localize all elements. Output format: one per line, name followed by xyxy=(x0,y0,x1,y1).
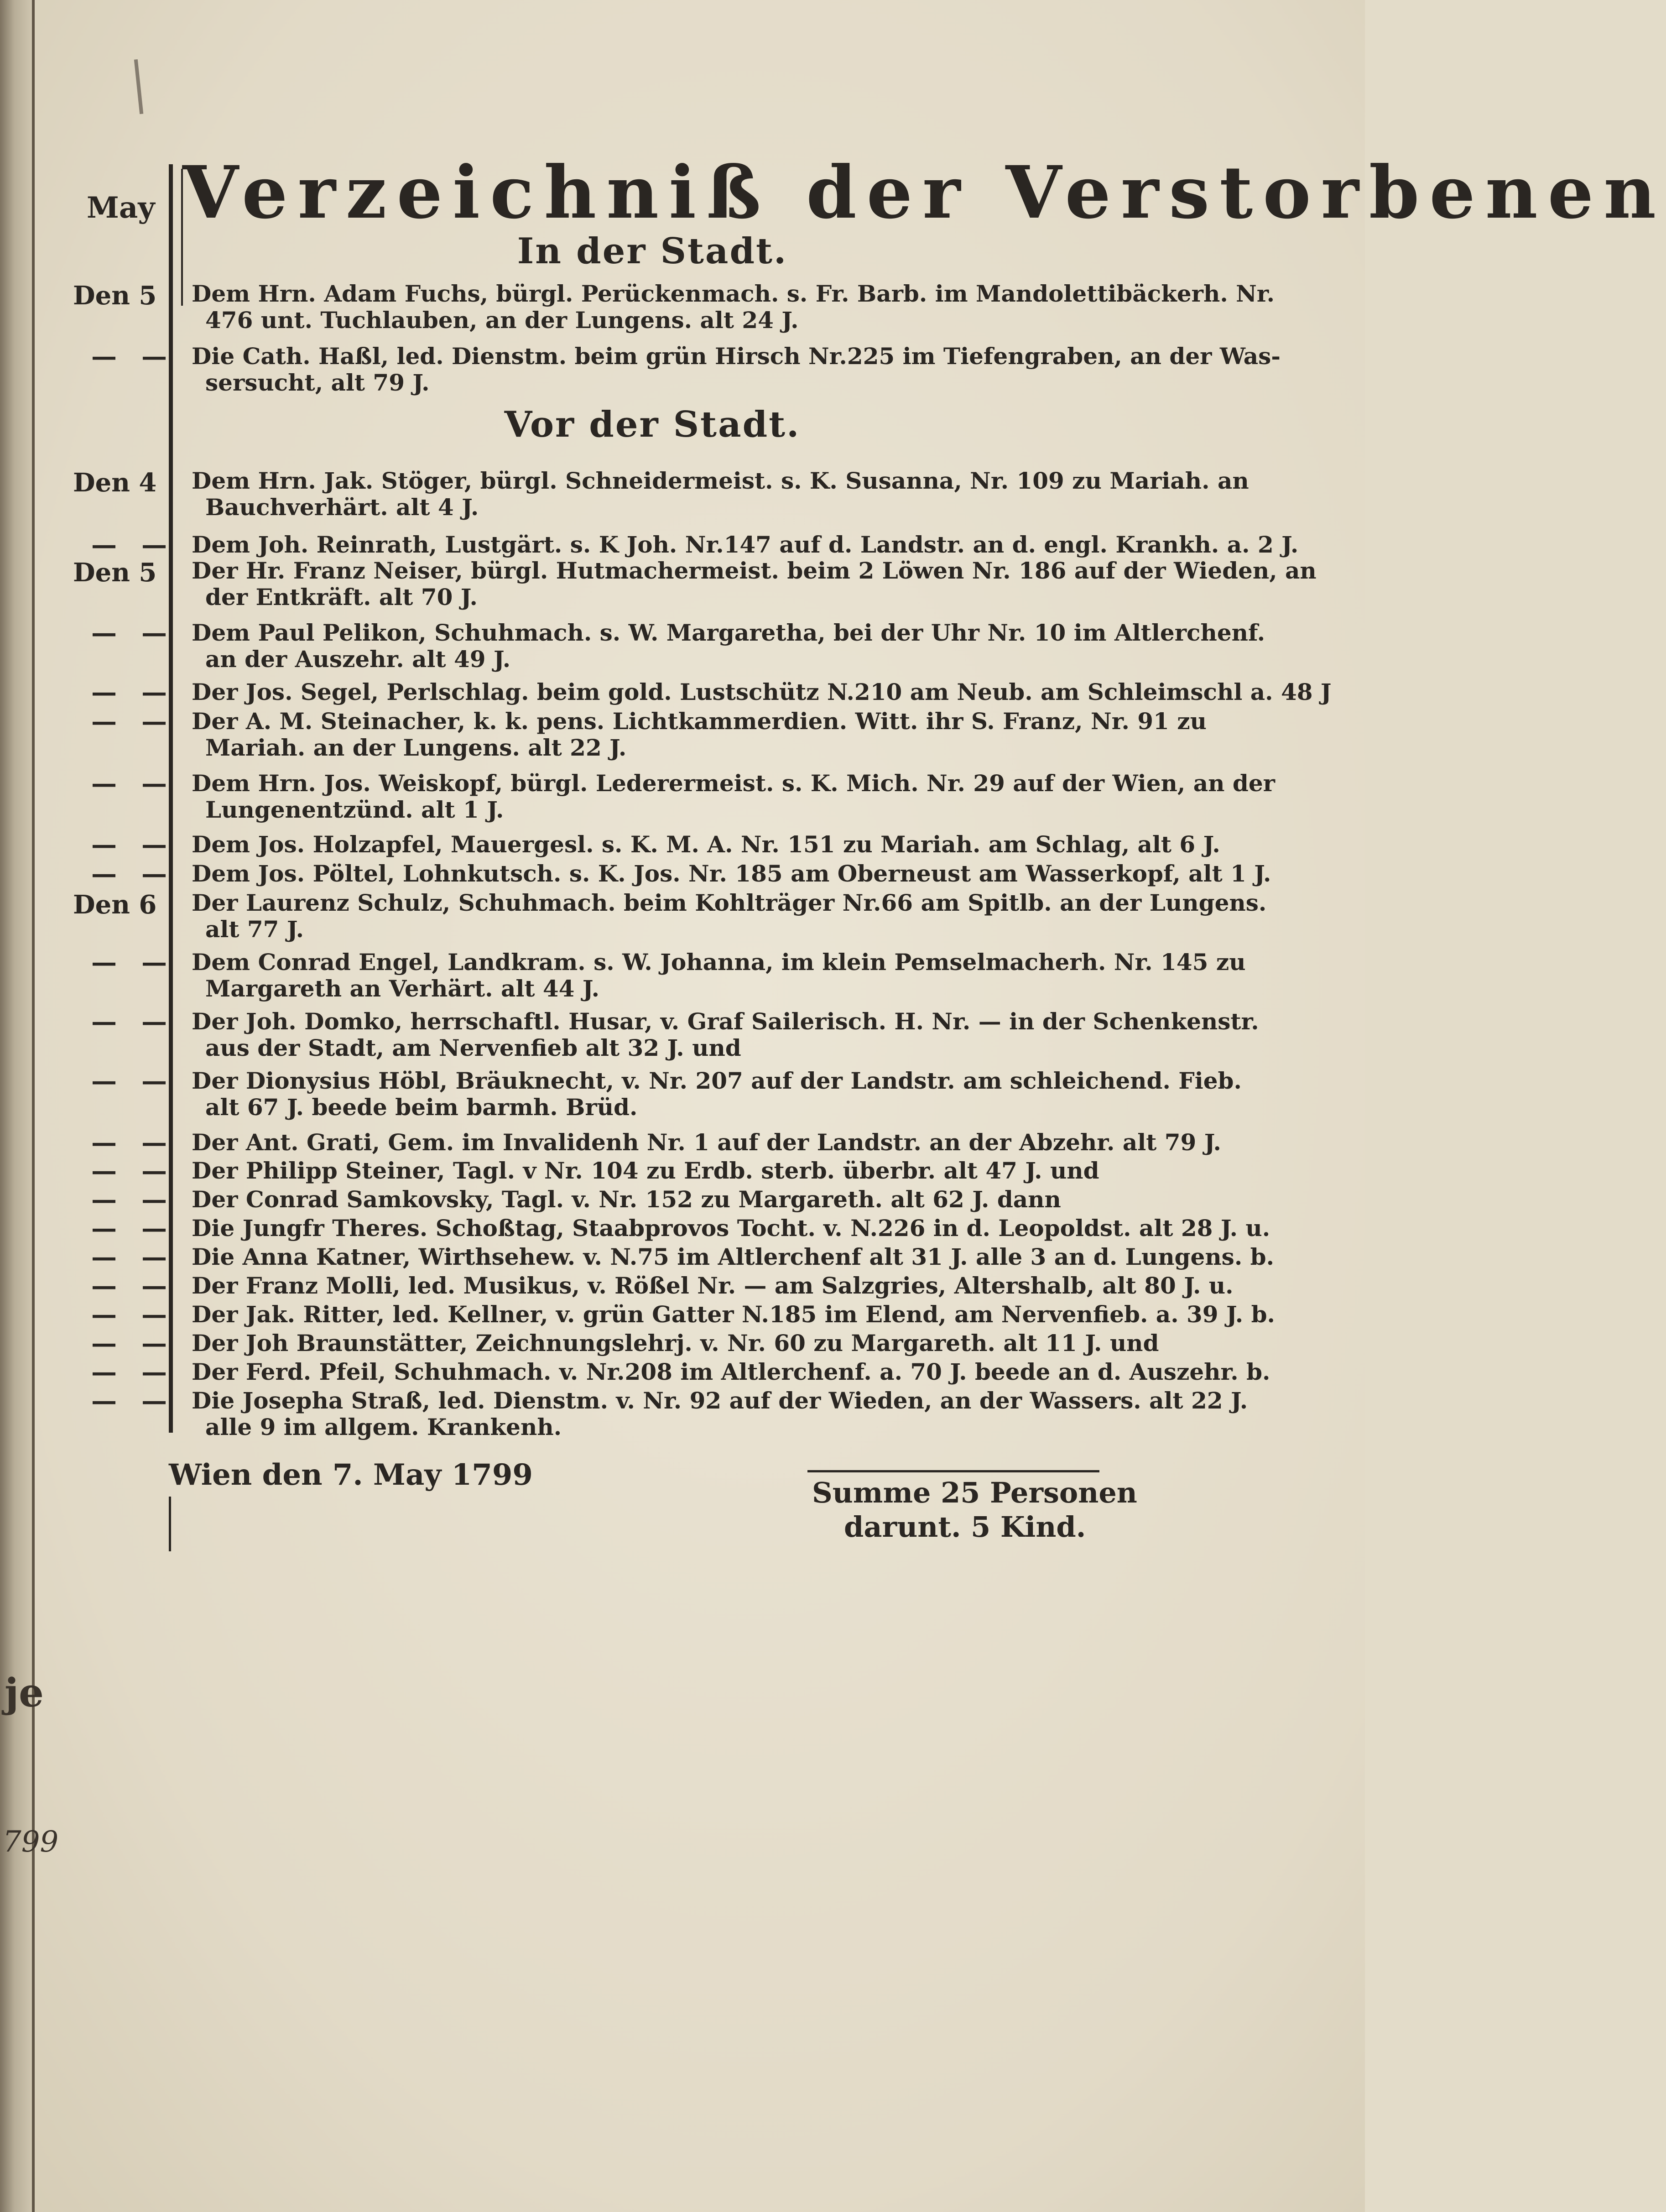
entry-line: 476 unt. Tuchlauben, an der Lungens. alt 24 J. xyxy=(205,307,799,334)
register-entry xyxy=(192,678,1332,705)
previous-page-fragment: je xyxy=(5,1670,44,1716)
entry-line: Dem Jos. Holzapfel, Mauergesl. s. K. M. A. Nr. 151 zu Mariah. am Schlag, alt 6 J. xyxy=(192,831,1220,858)
entry-line: Der Jos. Segel, Perlschlag. beim gold. Lustschütz N.210 am Neub. am Schleimschl a. 48 J xyxy=(192,678,1332,705)
register-entry xyxy=(192,1272,1234,1299)
entry-line: Bauchverhärt. alt 4 J. xyxy=(205,494,479,521)
entry-line: Die Cath. Haßl, led. Dienstm. beim grün Hirsch Nr.225 im Tiefengraben, an der Was- xyxy=(192,343,1281,370)
entry-line: Dem Hrn. Adam Fuchs, bürgl. Perückenmach. s. Fr. Barb. im Mandolettibäckerh. Nr. xyxy=(192,280,1275,307)
ditto-mark: — xyxy=(91,1386,117,1416)
entry-line: Margareth an Verhärt. alt 44 J. xyxy=(205,975,600,1002)
ditto-mark: — xyxy=(91,768,117,798)
register-entry xyxy=(192,831,1220,858)
month-label: May xyxy=(87,191,155,225)
ditto-mark: — xyxy=(141,1007,167,1037)
entry-line: Der Jak. Ritter, led. Kellner, v. grün Gatter N.185 im Elend, am Nervenfieb. a. 39 J. b. xyxy=(192,1301,1275,1328)
entry-date: Den 5 xyxy=(73,558,157,588)
entry-line: an der Auszehr. alt 49 J. xyxy=(205,646,511,673)
entry-line: Der Ant. Grati, Gem. im Invalidenh Nr. 1 auf der Landstr. an der Abzehr. alt 79 J. xyxy=(192,1129,1221,1156)
entry-line: Der Joh. Domko, herrschaftl. Husar, v. Graf Sailerisch. H. Nr. — in der Schenkenstr. xyxy=(192,1008,1259,1035)
place-and-date: Wien den 7. May 1799 xyxy=(169,1458,533,1492)
ditto-mark: — xyxy=(141,341,167,371)
ditto-mark: — xyxy=(141,530,167,560)
register-entry xyxy=(192,1129,1221,1156)
entry-line: alt 77 J. xyxy=(205,916,304,943)
ditto-mark: — xyxy=(91,530,117,560)
ditto-mark: — xyxy=(91,618,117,648)
entry-line: Der Philipp Steiner, Tagl. v Nr. 104 zu Erdb. sterb. überbr. alt 47 J. und xyxy=(192,1157,1099,1184)
ditto-mark: — xyxy=(141,1357,167,1387)
previous-page-year-fragment: 799 xyxy=(3,1825,59,1859)
total-children: darunt. 5 Kind. xyxy=(844,1510,1086,1544)
entry-line: Dem Joh. Reinrath, Lustgärt. s. K Joh. Nr.147 auf d. Landstr. an d. engl. Krankh. a. 2 J. xyxy=(192,531,1299,558)
entry-line: Der Joh Braunstätter, Zeichnungslehrj. v. Nr. 60 zu Margareth. alt 11 J. und xyxy=(192,1330,1159,1356)
ditto-mark: — xyxy=(91,1328,117,1358)
ditto-mark: — xyxy=(91,1271,117,1301)
section-heading-suburbs: Vor der Stadt. xyxy=(504,404,801,445)
register-entry xyxy=(192,1243,1274,1270)
ditto-mark: — xyxy=(141,706,167,736)
entry-line: alt 67 J. beede beim barmh. Brüd. xyxy=(205,1094,638,1121)
ditto-mark: — xyxy=(141,830,167,860)
register-entry xyxy=(192,1358,1270,1385)
section-heading-city: In der Stadt. xyxy=(517,230,788,272)
register-entry xyxy=(192,280,1275,334)
entry-date: Den 5 xyxy=(73,281,157,311)
entry-line: Dem Conrad Engel, Landkram. s. W. Johanna, im klein Pemselmacherh. Nr. 145 zu xyxy=(192,949,1246,976)
entry-line: Mariah. an der Lungens. alt 22 J. xyxy=(205,734,627,761)
ditto-mark: — xyxy=(91,706,117,736)
ditto-mark: — xyxy=(141,1156,167,1186)
register-entry xyxy=(192,708,1207,761)
register-entry xyxy=(192,343,1281,396)
entry-line: alle 9 im allgem. Krankenh. xyxy=(205,1414,562,1440)
ditto-mark: — xyxy=(141,1242,167,1272)
entry-line: Dem Hrn. Jak. Stöger, bürgl. Schneidermeist. s. K. Susanna, Nr. 109 zu Mariah. an xyxy=(192,467,1249,494)
ditto-mark: — xyxy=(91,1007,117,1037)
register-entry xyxy=(192,889,1267,943)
ditto-mark: — xyxy=(141,1299,167,1330)
entry-line: Der Dionysius Höbl, Bräuknecht, v. Nr. 207 auf der Landstr. am schleichend. Fieb. xyxy=(192,1067,1242,1094)
register-entry xyxy=(192,619,1265,673)
page-title: Verzeichniß der Verstorbenen xyxy=(182,151,1666,235)
ditto-mark: — xyxy=(141,1184,167,1215)
footer-rule xyxy=(169,1497,171,1551)
register-entry xyxy=(192,1158,1113,1184)
register-entry xyxy=(192,860,1271,887)
entry-line: sersucht, alt 79 J. xyxy=(205,369,430,396)
entry-line: Die Jungfr Theres. Schoßtag, Staabprovos Tocht. v. N.226 in d. Leopoldst. alt 28 J. u. xyxy=(192,1215,1270,1242)
ditto-mark: — xyxy=(91,677,117,707)
ditto-mark: — xyxy=(91,341,117,371)
register-entry xyxy=(192,1186,1113,1213)
ditto-mark: — xyxy=(141,859,167,889)
register-entry xyxy=(192,557,1317,610)
entry-line: Der Conrad Samkovsky, Tagl. v. Nr. 152 zu Margareth. alt 62 J. dann xyxy=(192,1186,1061,1213)
ditto-mark: — xyxy=(91,1184,117,1215)
register-entry xyxy=(192,467,1249,521)
entry-date: Den 6 xyxy=(73,890,157,920)
ditto-mark: — xyxy=(91,859,117,889)
ditto-mark: — xyxy=(91,1127,117,1158)
ditto-mark: — xyxy=(141,1213,167,1243)
ditto-mark: — xyxy=(141,1127,167,1158)
entry-line: Die Josepha Straß, led. Dienstm. v. Nr. 92 auf der Wieden, an der Wassers. alt 22 J. xyxy=(192,1387,1248,1414)
ditto-mark: — xyxy=(141,618,167,648)
entry-line: Der Franz Molli, led. Musikus, v. Rößel Nr. — am Salzgries, Altershalb, alt 80 J. u. xyxy=(192,1272,1234,1299)
entry-line: Dem Paul Pelikon, Schuhmach. s. W. Margaretha, bei der Uhr Nr. 10 im Altlerchenf. xyxy=(192,619,1265,646)
ditto-mark: — xyxy=(141,947,167,977)
entry-line: Die Anna Katner, Wirthsehew. v. N.75 im Altlerchenf alt 31 J. alle 3 an d. Lungens. b. xyxy=(192,1243,1274,1270)
register-entry xyxy=(192,531,1299,558)
ditto-mark: — xyxy=(91,1156,117,1186)
register-entry xyxy=(192,1330,1159,1356)
total-persons: Summe 25 Personen xyxy=(812,1476,1137,1509)
entry-line: Dem Jos. Pöltel, Lohnkutsch. s. K. Jos. Nr. 185 am Oberneust am Wasserkopf, alt 1 J. xyxy=(192,860,1271,887)
entry-line: Der Laurenz Schulz, Schuhmach. beim Kohlträger Nr.66 am Spitlb. an der Lungens. xyxy=(192,889,1267,916)
margin-rule xyxy=(169,164,173,1433)
register-entry xyxy=(192,1215,1270,1242)
ditto-mark: — xyxy=(91,1357,117,1387)
register-entry xyxy=(192,770,1275,823)
entry-line: Der Ferd. Pfeil, Schuhmach. v. Nr.208 im Altlerchenf. a. 70 J. beede an d. Auszehr. b. xyxy=(192,1358,1270,1385)
register-entry xyxy=(192,949,1246,1002)
register-entry xyxy=(192,1387,1248,1440)
ditto-mark: — xyxy=(141,768,167,798)
register-entry xyxy=(192,1301,1275,1328)
ditto-mark: — xyxy=(141,1271,167,1301)
entry-line: aus der Stadt, am Nervenfieb alt 32 J. und xyxy=(205,1034,741,1061)
entry-line: der Entkräft. alt 70 J. xyxy=(205,584,478,610)
ditto-mark: — xyxy=(91,830,117,860)
ditto-mark: — xyxy=(91,947,117,977)
ditto-mark: — xyxy=(91,1066,117,1096)
entry-line: Dem Hrn. Jos. Weiskopf, bürgl. Lederermeist. s. K. Mich. Nr. 29 auf der Wien, an der xyxy=(192,770,1275,797)
entry-line: Lungenentzünd. alt 1 J. xyxy=(205,796,504,823)
ditto-mark: — xyxy=(141,1066,167,1096)
ditto-mark: — xyxy=(91,1299,117,1330)
register-entry xyxy=(192,1067,1242,1121)
entry-date: Den 4 xyxy=(73,468,157,498)
entry-line: Der A. M. Steinacher, k. k. pens. Lichtkammerdien. Witt. ihr S. Franz, Nr. 91 zu xyxy=(192,708,1207,735)
ditto-mark: — xyxy=(91,1213,117,1243)
entry-line: Der Hr. Franz Neiser, bürgl. Hutmachermeist. beim 2 Löwen Nr. 186 auf der Wieden, an xyxy=(192,557,1317,584)
ditto-mark: — xyxy=(91,1242,117,1272)
sum-rule xyxy=(807,1470,1099,1472)
ditto-mark: — xyxy=(141,1386,167,1416)
ditto-mark: — xyxy=(141,1328,167,1358)
ditto-mark: — xyxy=(141,677,167,707)
register-entry xyxy=(192,1008,1259,1061)
previous-page-edge xyxy=(0,0,59,2212)
